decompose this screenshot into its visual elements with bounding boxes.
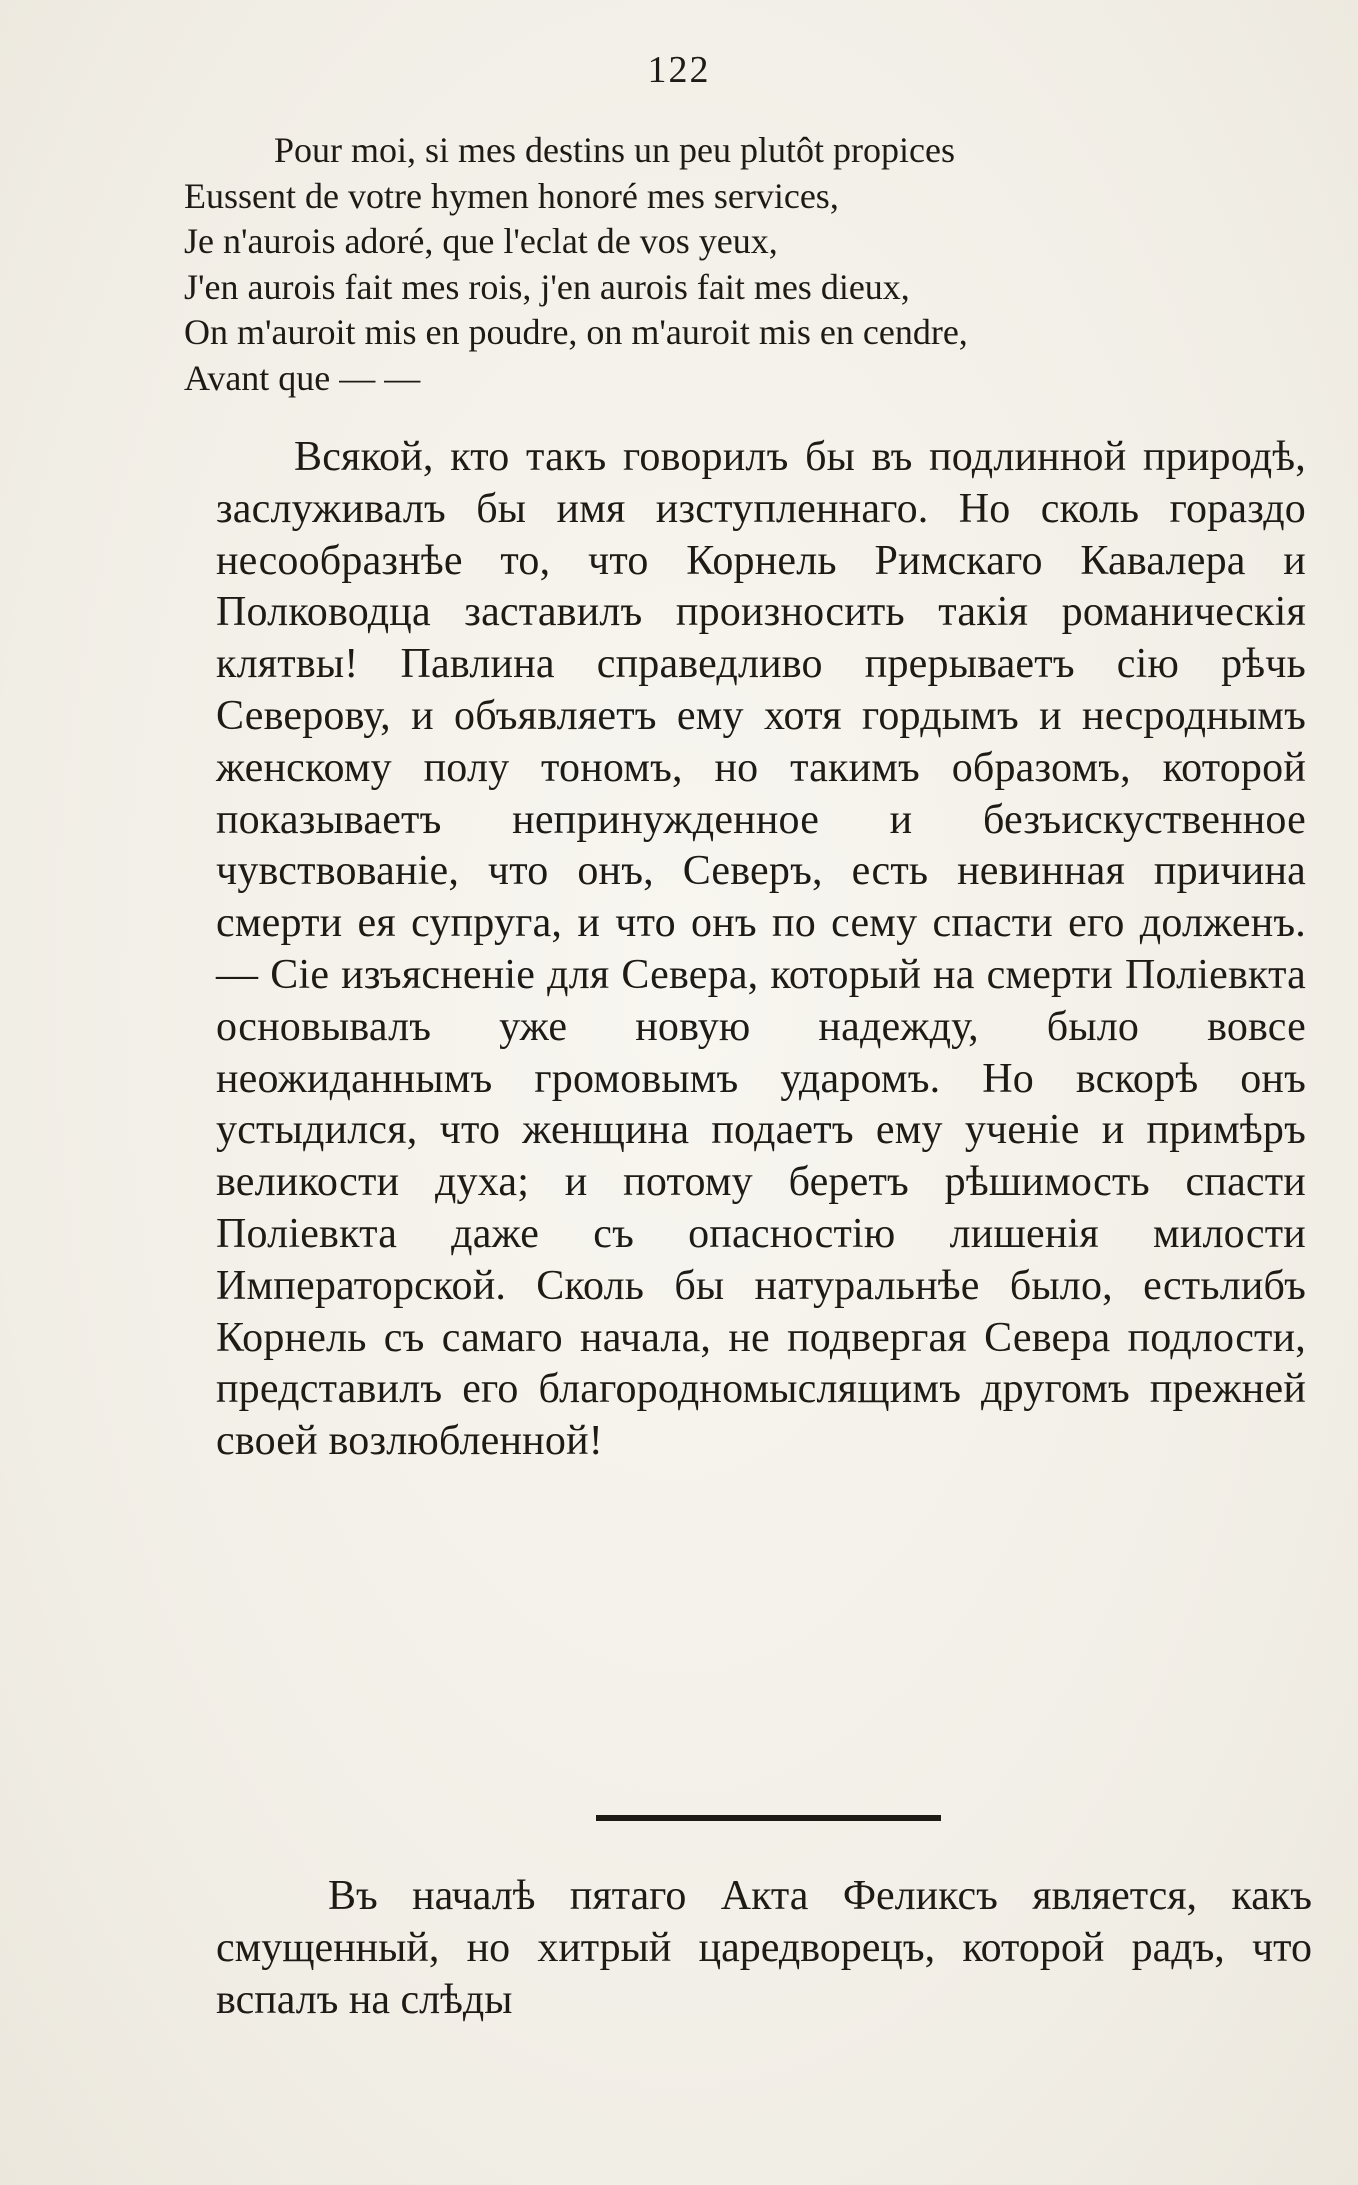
body-paragraph-2 xyxy=(216,1870,1312,2026)
verse-line: Avant que — — xyxy=(184,357,421,398)
body-paragraph-1 xyxy=(216,432,1306,1468)
verse-line: Eussent de votre hymen honoré mes services, xyxy=(184,175,839,216)
page-number: 122 xyxy=(647,49,711,91)
paragraph-text: Въ началѣ пятаго Акта Феликсъ является, какъ смущенный, но хитрый царедворецъ, которой радъ, что вспалъ на слѣды xyxy=(216,1873,1312,2023)
french-verse-quote xyxy=(184,128,1304,401)
paragraph-text: Всякой, кто такъ говорилъ бы въ подлинной природѣ, заслуживалъ бы имя изступленнаго. Но сколь гораздо несообразнѣе то, что Корнель Римскаго Кавалера и Полководца заставилъ произносить такія романическія клятвы! Павлина справедливо прерываетъ сію рѣчь Северову, и объявляетъ ему хотя гордымъ и несроднымъ женскому полу тономъ, но такимъ образомъ, которой показываетъ непринужденное и безъискуственное чувствованіе, что онъ, Северъ, есть невинная причина смерти ея супруга, и что онъ по сему спасти его долженъ. — Сіе изъясненіе для Севера, который на смерти Поліевкта основывалъ уже новую надежду, было вовсе неожиданнымъ громовымъ ударомъ. Но вскорѣ онъ устыдился, что женщина подаетъ ему ученіе и примѣръ великости духа; и потому беретъ рѣшимость спасти Поліевкта даже съ опасностію лишенія милости Императорской. Сколь бы натуральнѣе было, естьлибъ Корнель съ самаго начала, не подвергая Севера подлости, представилъ его благородномыслящимъ другомъ прежней своей возлюбленной! xyxy=(216,434,1306,1465)
verse-line: Je n'aurois adoré, que l'eclat de vos yeux, xyxy=(184,221,778,261)
verse-line: Pour moi, si mes destins un peu plutôt propices xyxy=(274,130,955,170)
section-divider-rule xyxy=(596,1815,941,1821)
verse-line: J'en aurois fait mes rois, j'en aurois fait mes dieux, xyxy=(184,266,910,307)
verse-line: On m'auroit mis en poudre, on m'auroit mis en cendre, xyxy=(184,312,968,352)
